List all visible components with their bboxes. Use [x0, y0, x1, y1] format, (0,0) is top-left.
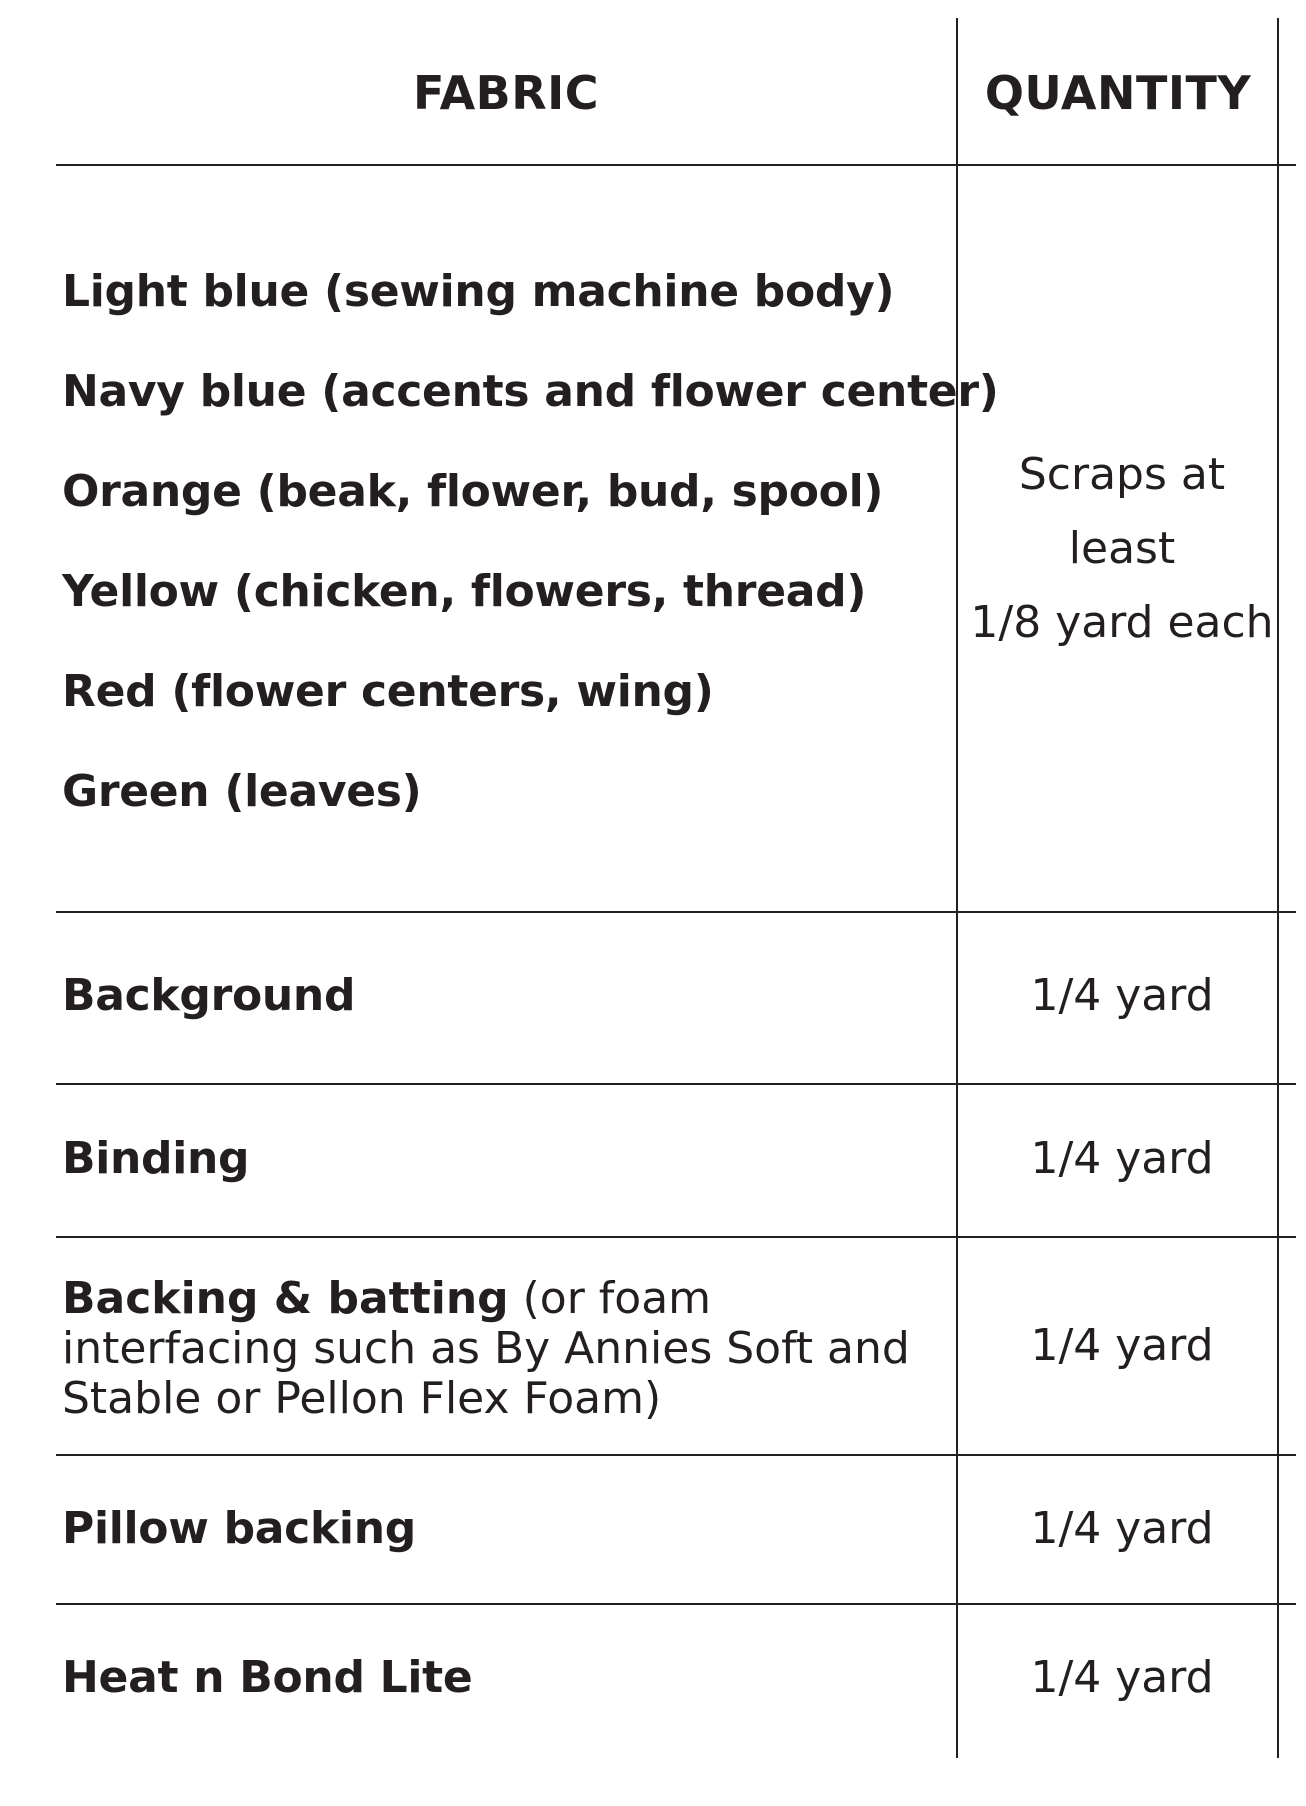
fabric-name: Binding — [62, 1133, 250, 1184]
fabric-name — [62, 1274, 962, 1424]
list-item: Yellow (chicken, flowers, thread) — [62, 566, 867, 617]
list-item: Orange (beak, flower, bud, spool) — [62, 466, 884, 517]
fabric-name-bold: Backing & batting — [62, 1273, 509, 1324]
fabric-quantity: 1/4 yard — [1030, 970, 1214, 1021]
quantity-column-header: QUANTITY — [984, 66, 1252, 120]
fabric-name: Heat n Bond Lite — [62, 1652, 473, 1703]
row-divider — [56, 1603, 1296, 1605]
table-right-border — [1277, 18, 1279, 1758]
row-divider — [56, 911, 1296, 913]
list-item: Red (flower centers, wing) — [62, 666, 714, 717]
scraps-quantity — [962, 438, 1282, 660]
fabric-quantity: 1/4 yard — [1030, 1503, 1214, 1554]
header-divider — [56, 164, 1296, 166]
fabric-column-header: FABRIC — [412, 66, 600, 120]
scraps-quantity-line: 1/8 yard each — [970, 597, 1274, 648]
scrap-color-list — [62, 262, 999, 862]
fabric-name: Background — [62, 970, 356, 1021]
row-divider — [56, 1236, 1296, 1238]
fabric-quantity: 1/4 yard — [1030, 1320, 1214, 1371]
fabric-note: (or foam interfacing such as By Annies Soft and Stable or Pellon Flex Foam) — [62, 1273, 910, 1424]
list-item: Light blue (sewing machine body) — [62, 266, 895, 317]
scraps-quantity-line: least — [1068, 523, 1176, 574]
row-divider — [56, 1454, 1296, 1456]
scraps-quantity-line: Scraps at — [1018, 449, 1226, 500]
list-item: Navy blue (accents and flower center) — [62, 366, 999, 417]
fabric-quantity: 1/4 yard — [1030, 1652, 1214, 1703]
row-divider — [56, 1083, 1296, 1085]
fabric-quantity: 1/4 yard — [1030, 1133, 1214, 1184]
fabric-name: Pillow backing — [62, 1503, 416, 1554]
list-item: Green (leaves) — [62, 766, 422, 817]
